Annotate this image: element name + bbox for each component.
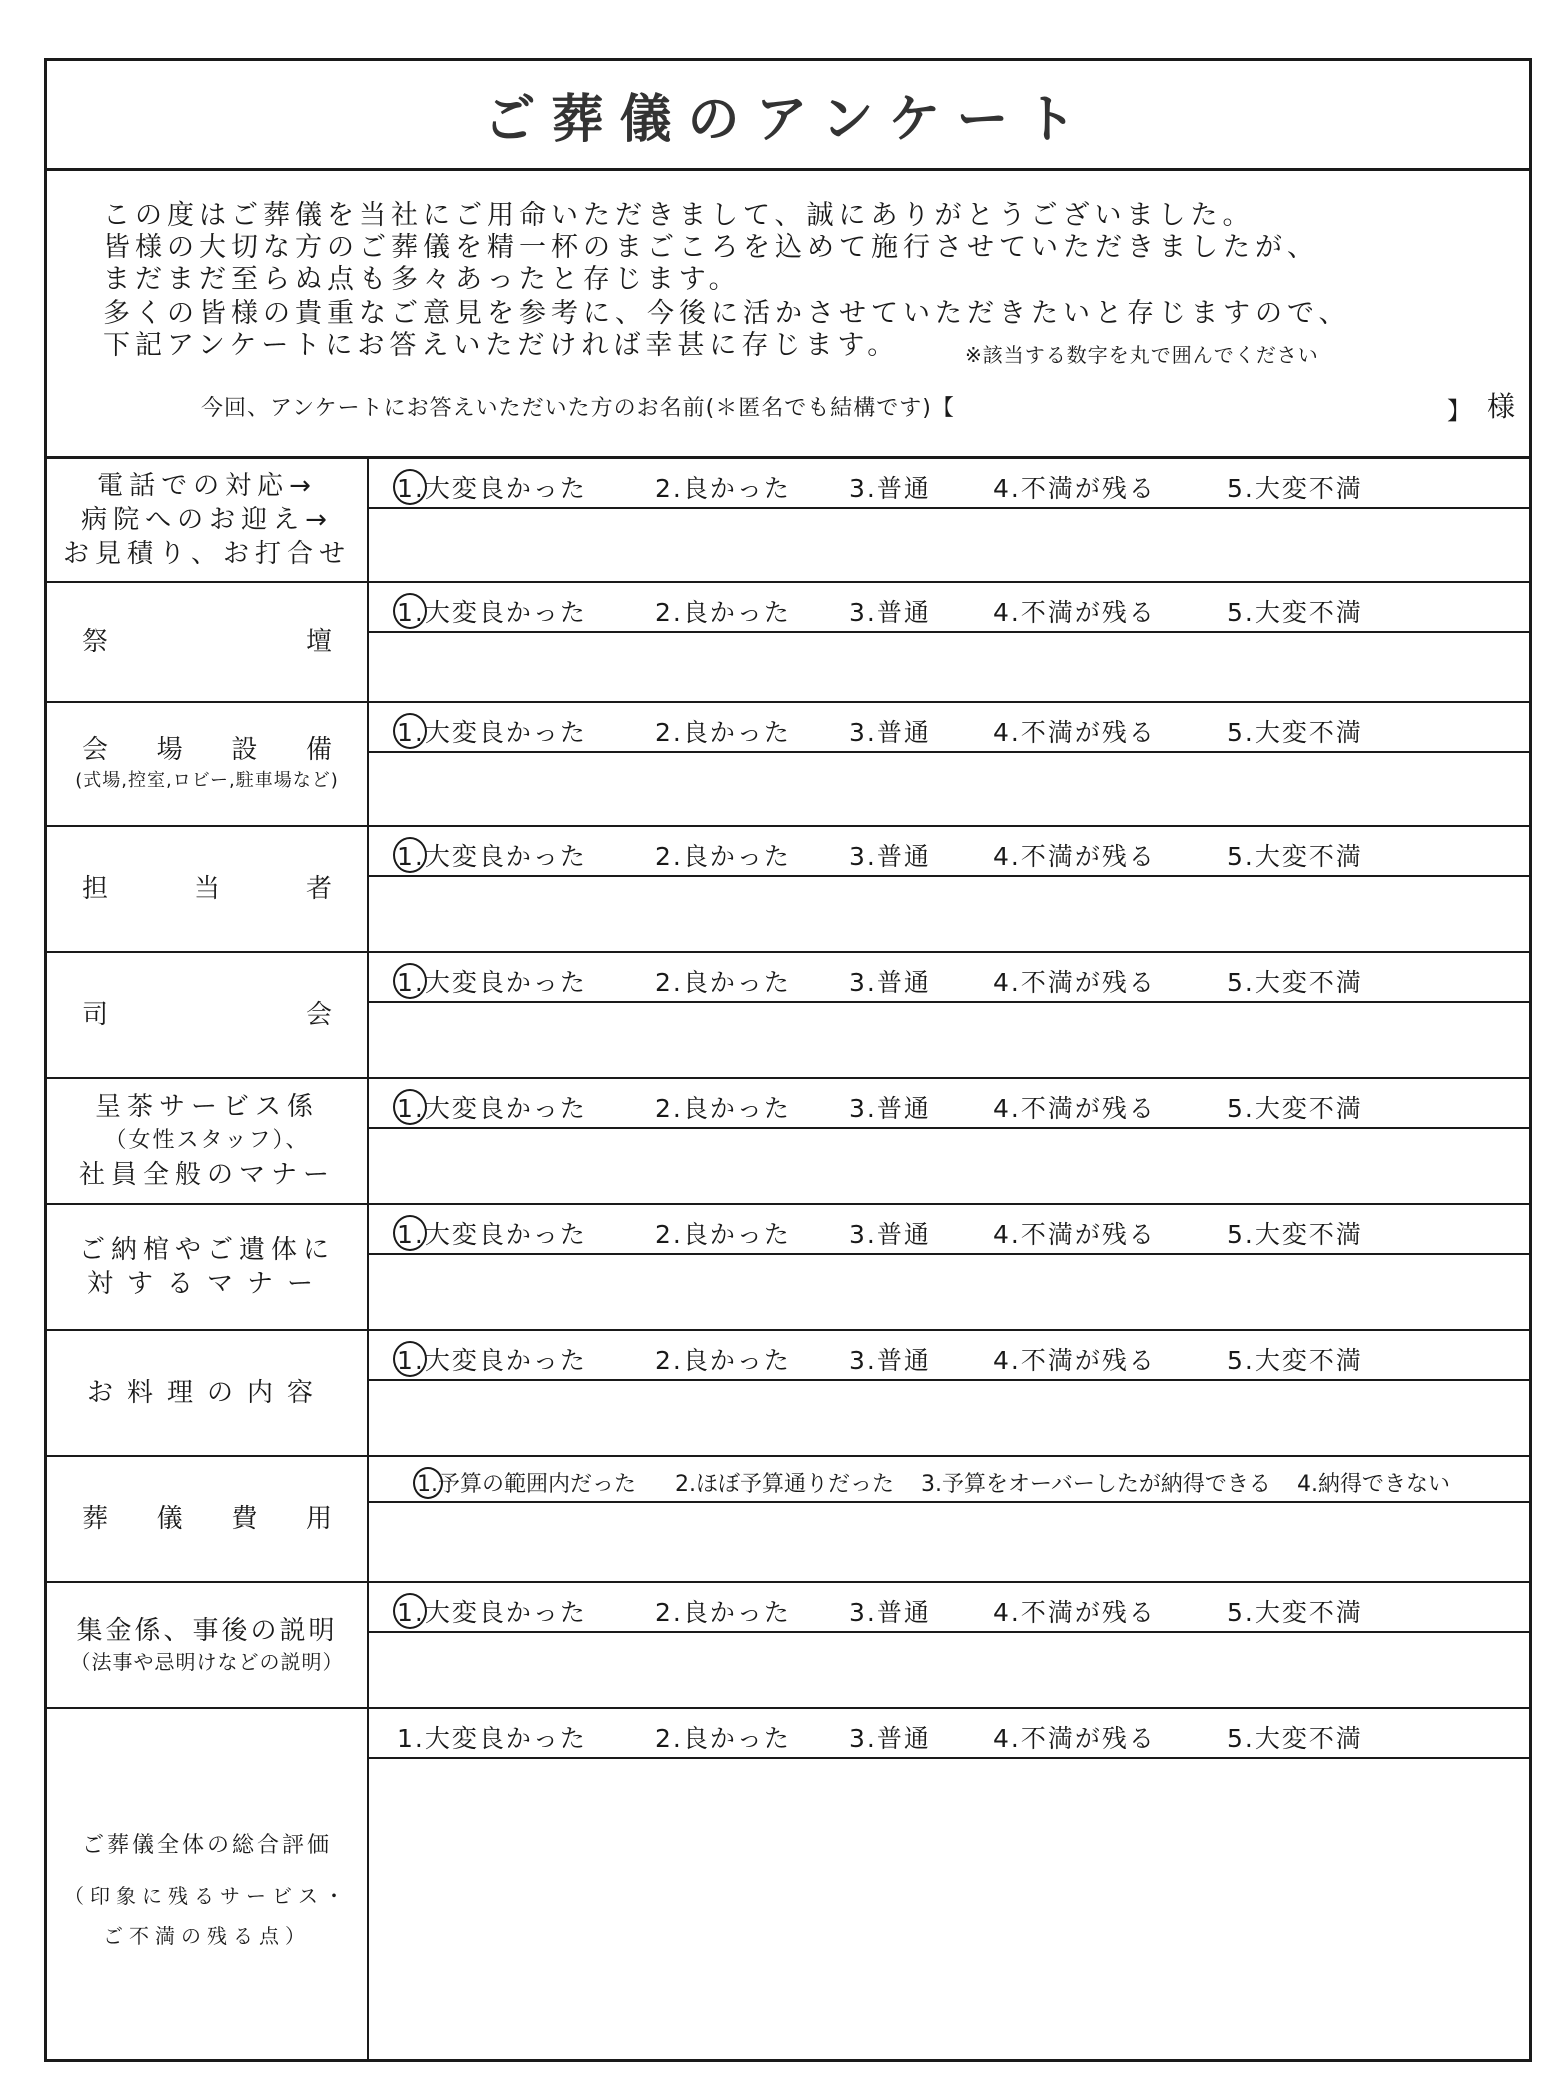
label-line: （女性スタッフ）、: [104, 1128, 310, 1153]
instruction-note: ※該当する数字を丸で囲んでください: [965, 343, 1319, 367]
rating-options: [387, 1215, 1497, 1249]
cost-option-4[interactable]: 4.納得できない: [1297, 1472, 1450, 1497]
rating-options: [387, 593, 1497, 627]
row-label: [47, 1457, 369, 1581]
option-1[interactable]: [397, 713, 587, 749]
label-char: 設: [231, 735, 258, 765]
option-text: 1.予算の範囲内だった: [417, 1472, 636, 1497]
option-3[interactable]: 3.普通: [849, 1598, 931, 1627]
option-5[interactable]: 5.大変不満: [1227, 842, 1363, 871]
row-food: [47, 1331, 1529, 1457]
option-text: 1.大変良かった: [397, 968, 587, 997]
option-2[interactable]: 2.良かった: [655, 1094, 791, 1123]
name-prompt: 今回、アンケートにお答えいただいた方のお名前(＊匿名でも結構です)【: [201, 396, 955, 421]
option-1[interactable]: [397, 593, 587, 629]
row-label: [47, 459, 369, 581]
label-char: 者: [305, 874, 332, 904]
row-label: [47, 1583, 369, 1707]
option-3[interactable]: 3.普通: [849, 1346, 931, 1375]
option-4[interactable]: 4.不満が残る: [993, 842, 1156, 871]
option-2[interactable]: 2.良かった: [655, 474, 791, 503]
option-1[interactable]: [397, 1341, 587, 1377]
option-underline: [369, 507, 1529, 509]
option-3[interactable]: 3.普通: [849, 1094, 931, 1123]
option-underline: [369, 1253, 1529, 1255]
label-line: 集金係、事後の説明: [76, 1616, 338, 1646]
option-underline: [369, 1757, 1529, 1759]
cost-options: [417, 1467, 1527, 1501]
option-3[interactable]: 3.普通: [849, 474, 931, 503]
option-text: 1.大変良かった: [397, 598, 587, 627]
option-2[interactable]: 2.良かった: [655, 598, 791, 627]
title-box: [47, 61, 1529, 171]
label-spread: [82, 733, 332, 767]
option-2[interactable]: 2.良かった: [655, 718, 791, 747]
option-3[interactable]: 3.普通: [849, 718, 931, 747]
row-label: [47, 1205, 369, 1329]
label-sub: (式場,控室,ロビー,駐車場など): [75, 770, 339, 791]
sama-label: 様: [1486, 390, 1515, 423]
row-encoffining-manners: [47, 1205, 1529, 1331]
label-char: 会: [82, 735, 109, 765]
page-title: ご葬儀のアンケート: [483, 90, 1093, 150]
label-char: 儀: [156, 1504, 183, 1534]
option-5[interactable]: 5.大変不満: [1227, 1598, 1363, 1627]
row-altar: [47, 583, 1529, 703]
intro-line-1: この度はご葬儀を当社にご用命いただきまして、誠にありがとうございました。: [103, 200, 1255, 231]
option-underline: [369, 875, 1529, 877]
label-line: ご納棺やご遺体に: [78, 1235, 335, 1265]
label-line: 呈茶サービス係: [94, 1092, 319, 1122]
option-underline: [369, 1001, 1529, 1003]
option-text: 1.大変良かった: [397, 1094, 587, 1123]
option-1[interactable]: [397, 1593, 587, 1629]
option-2[interactable]: 2.良かった: [655, 1220, 791, 1249]
row-mc: [47, 953, 1529, 1079]
label-char: 費: [231, 1504, 258, 1534]
option-2[interactable]: 2.良かった: [655, 968, 791, 997]
label-char: 会: [305, 1000, 332, 1030]
row-label: [47, 583, 369, 701]
label-spread: [82, 998, 332, 1032]
label-line: 社員全般のマナー: [78, 1160, 335, 1190]
label-line: ご葬儀全体の総合評価: [81, 1832, 332, 1858]
cost-option-1[interactable]: [417, 1467, 636, 1498]
rating-options: [387, 1341, 1497, 1375]
option-2[interactable]: 2.良かった: [655, 1346, 791, 1375]
option-4[interactable]: 4.不満が残る: [993, 1094, 1156, 1123]
row-tea-service: [47, 1079, 1529, 1205]
option-text: 1.大変良かった: [397, 842, 587, 871]
option-5[interactable]: 5.大変不満: [1227, 1220, 1363, 1249]
label-sub: （法事や忌明けなどの説明）: [70, 1650, 344, 1674]
label-line: お見積り、お打合せ: [62, 539, 351, 569]
row-label: [47, 1709, 369, 2062]
cost-option-2[interactable]: 2.ほぼ予算通りだった: [675, 1472, 894, 1497]
option-1[interactable]: [397, 1215, 587, 1251]
option-underline: [369, 751, 1529, 753]
label-char: 壇: [305, 627, 332, 657]
intro-line-4: 多くの皆様の貴重なご意見を参考に、今後に活かさせていただきたいと存じますので、: [103, 298, 1351, 329]
option-1[interactable]: 1.大変良かった: [397, 1724, 587, 1753]
option-2[interactable]: 2.良かった: [655, 1598, 791, 1627]
rating-options: [387, 1089, 1497, 1123]
option-5[interactable]: 5.大変不満: [1227, 1724, 1363, 1753]
option-5[interactable]: 5.大変不満: [1227, 968, 1363, 997]
option-5[interactable]: 5.大変不満: [1227, 1346, 1363, 1375]
option-5[interactable]: 5.大変不満: [1227, 1094, 1363, 1123]
label-line: 対するマナー: [86, 1269, 327, 1299]
label-spread: [82, 625, 332, 659]
option-text: 1.大変良かった: [397, 1220, 587, 1249]
label-char: 担: [82, 874, 109, 904]
option-underline: [369, 631, 1529, 633]
option-4[interactable]: 4.不満が残る: [993, 1598, 1156, 1627]
option-3[interactable]: 3.普通: [849, 968, 931, 997]
option-4[interactable]: 4.不満が残る: [993, 718, 1156, 747]
row-payment-explanation: [47, 1583, 1529, 1709]
rating-options: [387, 713, 1497, 747]
rating-options: [387, 1719, 1497, 1753]
option-4[interactable]: 4.不満が残る: [993, 598, 1156, 627]
label-line: お料理の内容: [86, 1378, 327, 1408]
row-label: [47, 953, 369, 1077]
option-2[interactable]: 2.良かった: [655, 842, 791, 871]
option-underline: [369, 1127, 1529, 1129]
row-overall-evaluation: [47, 1709, 1529, 2062]
intro-line-2: 皆様の大切な方のご葬儀を精一杯のまごころを込めて施行させていただきましたが、: [103, 232, 1319, 263]
option-text: 1.大変良かった: [397, 1598, 587, 1627]
option-4[interactable]: 4.不満が残る: [993, 1724, 1156, 1753]
option-3[interactable]: 3.普通: [849, 1220, 931, 1249]
label-line: 電話での対応→: [97, 471, 317, 501]
label-spread: [82, 872, 332, 906]
option-underline: [369, 1631, 1529, 1633]
option-4[interactable]: 4.不満が残る: [993, 1346, 1156, 1375]
row-phone-response: [47, 459, 1529, 583]
questionnaire-form: [44, 58, 1532, 2062]
option-5[interactable]: 5.大変不満: [1227, 598, 1363, 627]
option-4[interactable]: 4.不満が残る: [993, 474, 1156, 503]
intro-section: [47, 171, 1529, 459]
cost-option-3[interactable]: 3.予算をオーバーしたが納得できる: [921, 1472, 1271, 1497]
option-1[interactable]: [397, 469, 587, 505]
label-char: 備: [305, 735, 332, 765]
label-sub: ご不満の残る点）: [103, 1923, 311, 1948]
option-1[interactable]: [397, 1089, 587, 1125]
rating-options: [387, 469, 1497, 503]
option-3[interactable]: 3.普通: [849, 1724, 931, 1753]
option-5[interactable]: 5.大変不満: [1227, 474, 1363, 503]
option-underline: [369, 1501, 1529, 1503]
rating-options: [387, 963, 1497, 997]
option-1[interactable]: [397, 963, 587, 999]
option-4[interactable]: 4.不満が残る: [993, 1220, 1156, 1249]
option-text: 1.大変良かった: [397, 1346, 587, 1375]
label-char: 司: [82, 1000, 109, 1030]
row-venue-facilities: [47, 703, 1529, 827]
name-bracket-close: 】: [1447, 397, 1471, 425]
row-staff-in-charge: [47, 827, 1529, 953]
label-char: 当: [193, 874, 220, 904]
option-2[interactable]: 2.良かった: [655, 1724, 791, 1753]
row-label: [47, 827, 369, 951]
option-text: 1.大変良かった: [397, 718, 587, 747]
label-char: 葬: [82, 1504, 109, 1534]
row-label: [47, 1079, 369, 1203]
option-4[interactable]: 4.不満が残る: [993, 968, 1156, 997]
label-spread: [82, 1502, 332, 1536]
intro-line-5: 下記アンケートにお答えいただければ幸甚に存じます。: [103, 330, 900, 361]
rating-options: [387, 1593, 1497, 1627]
row-label: [47, 1331, 369, 1455]
intro-line-3: まだまだ至らぬ点も多々あったと存じます。: [103, 264, 741, 295]
row-label: [47, 703, 369, 825]
label-char: 場: [156, 735, 183, 765]
option-3[interactable]: 3.普通: [849, 598, 931, 627]
rating-options: [387, 837, 1497, 871]
label-sub: （印象に残るサービス・: [64, 1883, 350, 1908]
row-funeral-cost: [47, 1457, 1529, 1583]
label-char: 祭: [82, 627, 109, 657]
label-line: 病院へのお迎え→: [81, 505, 333, 535]
option-5[interactable]: 5.大変不満: [1227, 718, 1363, 747]
option-3[interactable]: 3.普通: [849, 842, 931, 871]
option-underline: [369, 1379, 1529, 1381]
option-1[interactable]: [397, 837, 587, 873]
option-text: 1.大変良かった: [397, 474, 587, 503]
label-char: 用: [305, 1504, 332, 1534]
